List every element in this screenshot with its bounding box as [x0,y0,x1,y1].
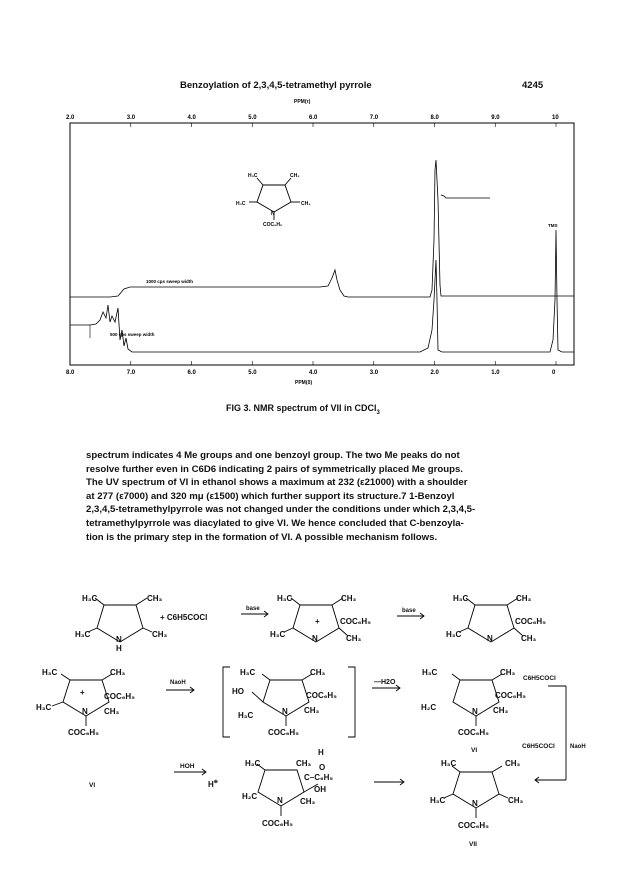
svg-text:N: N [312,634,318,643]
svg-text:N: N [116,635,122,644]
bottom-axis-label: PPM(δ) [295,380,313,386]
svg-text:CH₃: CH₃ [290,173,300,179]
svg-text:H₃C: H₃C [240,668,256,677]
top-tick-label: 2.0 [66,115,75,121]
paragraph-line: tion is the primary step in the formation of VI. A possible mechanism follows. [86,531,438,543]
svg-text:H: H [116,644,122,653]
svg-text:HO: HO [232,687,244,696]
svg-text:CH₃: CH₃ [310,668,326,677]
svg-text:OH: OH [314,785,326,794]
svg-text:N: N [472,799,478,808]
reagent-benzoyl-chloride: + C6H5COCl [160,613,208,622]
sweep-500-label: 500 cps sweep width [110,332,155,337]
svg-text:CH₃: CH₃ [300,797,316,806]
bottom-tick-label: 1.0 [491,370,500,376]
svg-text:N: N [82,707,88,716]
svg-text:CH₃: CH₃ [493,706,509,715]
paragraph-line: at 277 (ε7000) and 320 mμ (ε1500) which further support its structure.7 1-Benzoyl [86,490,455,502]
bottom-tick-label: 0 [552,370,556,376]
svg-text:COC₆H₅: COC₆H₅ [458,728,489,737]
svg-text:CH₃: CH₃ [508,796,524,805]
caption-text: FIG 3. NMR spectrum of VII in CDCl$_3$ [226,403,380,416]
svg-text:N: N [472,707,478,716]
svg-text:H₂C: H₂C [242,792,258,801]
svg-text:CH₃: CH₃ [301,201,311,207]
svg-text:COC₆H₅: COC₆H₅ [306,691,337,700]
label-vi: VI [89,782,96,789]
running-header-title: Benzoylation of 2,3,4,5-tetramethyl pyrrole [180,80,372,91]
sweep-1000-label: 1000 cps sweep width [146,279,194,284]
top-tick-label: 4.0 [187,115,196,121]
svg-text:COC₆H₅: COC₆H₅ [515,617,546,626]
svg-text:N: N [277,796,283,805]
svg-text:H₃C: H₃C [75,630,91,639]
svg-text:H₃C: H₃C [248,173,258,179]
paragraph-line: spectrum indicates 4 Me groups and one benzoyl group. The two Me peaks do not [86,450,460,461]
svg-text:H₃C: H₃C [441,759,457,768]
svg-text:H₃C: H₃C [236,201,246,207]
top-axis-label: PPM(τ) [294,99,311,105]
svg-text:N: N [271,211,275,217]
top-tick-label: 8.0 [430,115,439,121]
top-tick-label: 5.0 [248,115,257,121]
bottom-tick-label: 6.0 [187,370,196,376]
paragraph-line: resolve further even in C6D6 indicating 2 pairs of symmetrically placed Me groups. [86,463,463,475]
svg-text:CH₃: CH₃ [110,668,126,677]
svg-text:COC₆H₅: COC₆H₅ [68,728,99,737]
label-naoh: NaoH [170,680,186,686]
svg-text:CH₃: CH₃ [505,759,521,768]
reagent-benzoyl-chloride-3: C6H5COCl [522,743,555,750]
top-tick-label: 9.0 [491,115,500,121]
top-tick-label: 6.0 [309,115,318,121]
svg-text:CH₃: CH₃ [304,706,320,715]
label-base-1: base [246,606,260,612]
svg-text:CH₃: CH₃ [346,634,362,643]
svg-text:N: N [487,634,493,643]
svg-text:CH₃: CH₃ [152,630,168,639]
label-vii: VII [469,841,477,848]
svg-text:COC₆H₅: COC₆H₅ [104,692,135,701]
svg-text:H: H [318,748,324,757]
svg-text:H₂C: H₂C [421,703,437,712]
bottom-tick-label: 3.0 [369,370,379,376]
bottom-tick-label: 8.0 [66,370,75,376]
bottom-tick-label: 7.0 [126,370,136,376]
label-hoh: HOH [180,763,195,770]
bottom-tick-label: 2.0 [430,370,439,376]
svg-text:N: N [282,707,288,716]
label-minus-water: —H2O [374,679,396,686]
svg-text:+: + [80,688,85,697]
label-base-2: base [402,608,416,614]
svg-text:H₃C: H₃C [446,630,462,639]
svg-text:COC₆H₅: COC₆H₅ [262,819,293,828]
page-number: 4245 [522,80,544,91]
bottom-tick-label: 4.0 [309,370,318,376]
svg-text:CH₃: CH₃ [521,634,537,643]
svg-text:CH₃: CH₃ [296,759,312,768]
reagent-benzoyl-chloride-2: C6H5COCl [523,675,556,682]
paragraph-line: tetramethylpyrrole was diacylated to give VI. We hence concluded that C-benzoyla- [86,517,464,529]
label-naoh-2: NaoH [570,744,586,750]
svg-text:H₃C: H₃C [430,796,446,805]
paragraph-line: 2,3,4,5-tetramethylpyrrole was not changed under the conditions under which 2,3,4,5- [86,504,476,516]
top-tick-label: 7.0 [369,115,379,121]
svg-text:H₃C: H₃C [42,668,58,677]
svg-text:O: O [319,763,326,772]
label-vi-compound: VI [471,747,478,754]
svg-text:H₃C: H₃C [453,594,469,603]
svg-text:H₃C: H₃C [82,594,98,603]
svg-text:CH₃: CH₃ [516,594,532,603]
svg-text:C–C₆H₅: C–C₆H₅ [304,773,334,782]
svg-text:+: + [315,617,320,626]
svg-text:H₃C: H₃C [36,703,52,712]
svg-text:CH₃: CH₃ [147,594,163,603]
svg-text:H₃C: H₃C [422,668,438,677]
svg-text:COC₆H₅: COC₆H₅ [263,222,283,228]
tms-label: TMS [548,223,558,228]
svg-text:COC₆H₅: COC₆H₅ [340,617,371,626]
top-tick-label: 3.0 [126,115,136,121]
svg-text:COC₆H₅: COC₆H₅ [268,728,299,737]
svg-text:H₃C: H₃C [245,759,261,768]
svg-text:COC₆H₅: COC₆H₅ [495,691,526,700]
top-tick-label: 10 [552,115,559,121]
svg-text:CH₃: CH₃ [104,707,120,716]
svg-text:H₃C: H₃C [270,630,286,639]
svg-text:H⊕: H⊕ [208,779,218,789]
paragraph-line: The UV spectrum of VI in ethanol shows a maximum at 232 (ε21000) with a shoulder [86,477,468,489]
svg-text:H₃C: H₃C [238,711,254,720]
svg-text:CH₃: CH₃ [341,594,357,603]
bottom-tick-label: 5.0 [248,370,257,376]
svg-text:COC₆H₅: COC₆H₅ [458,821,489,830]
svg-text:CH₃: CH₃ [500,668,516,677]
svg-text:H₃C: H₃C [277,594,293,603]
